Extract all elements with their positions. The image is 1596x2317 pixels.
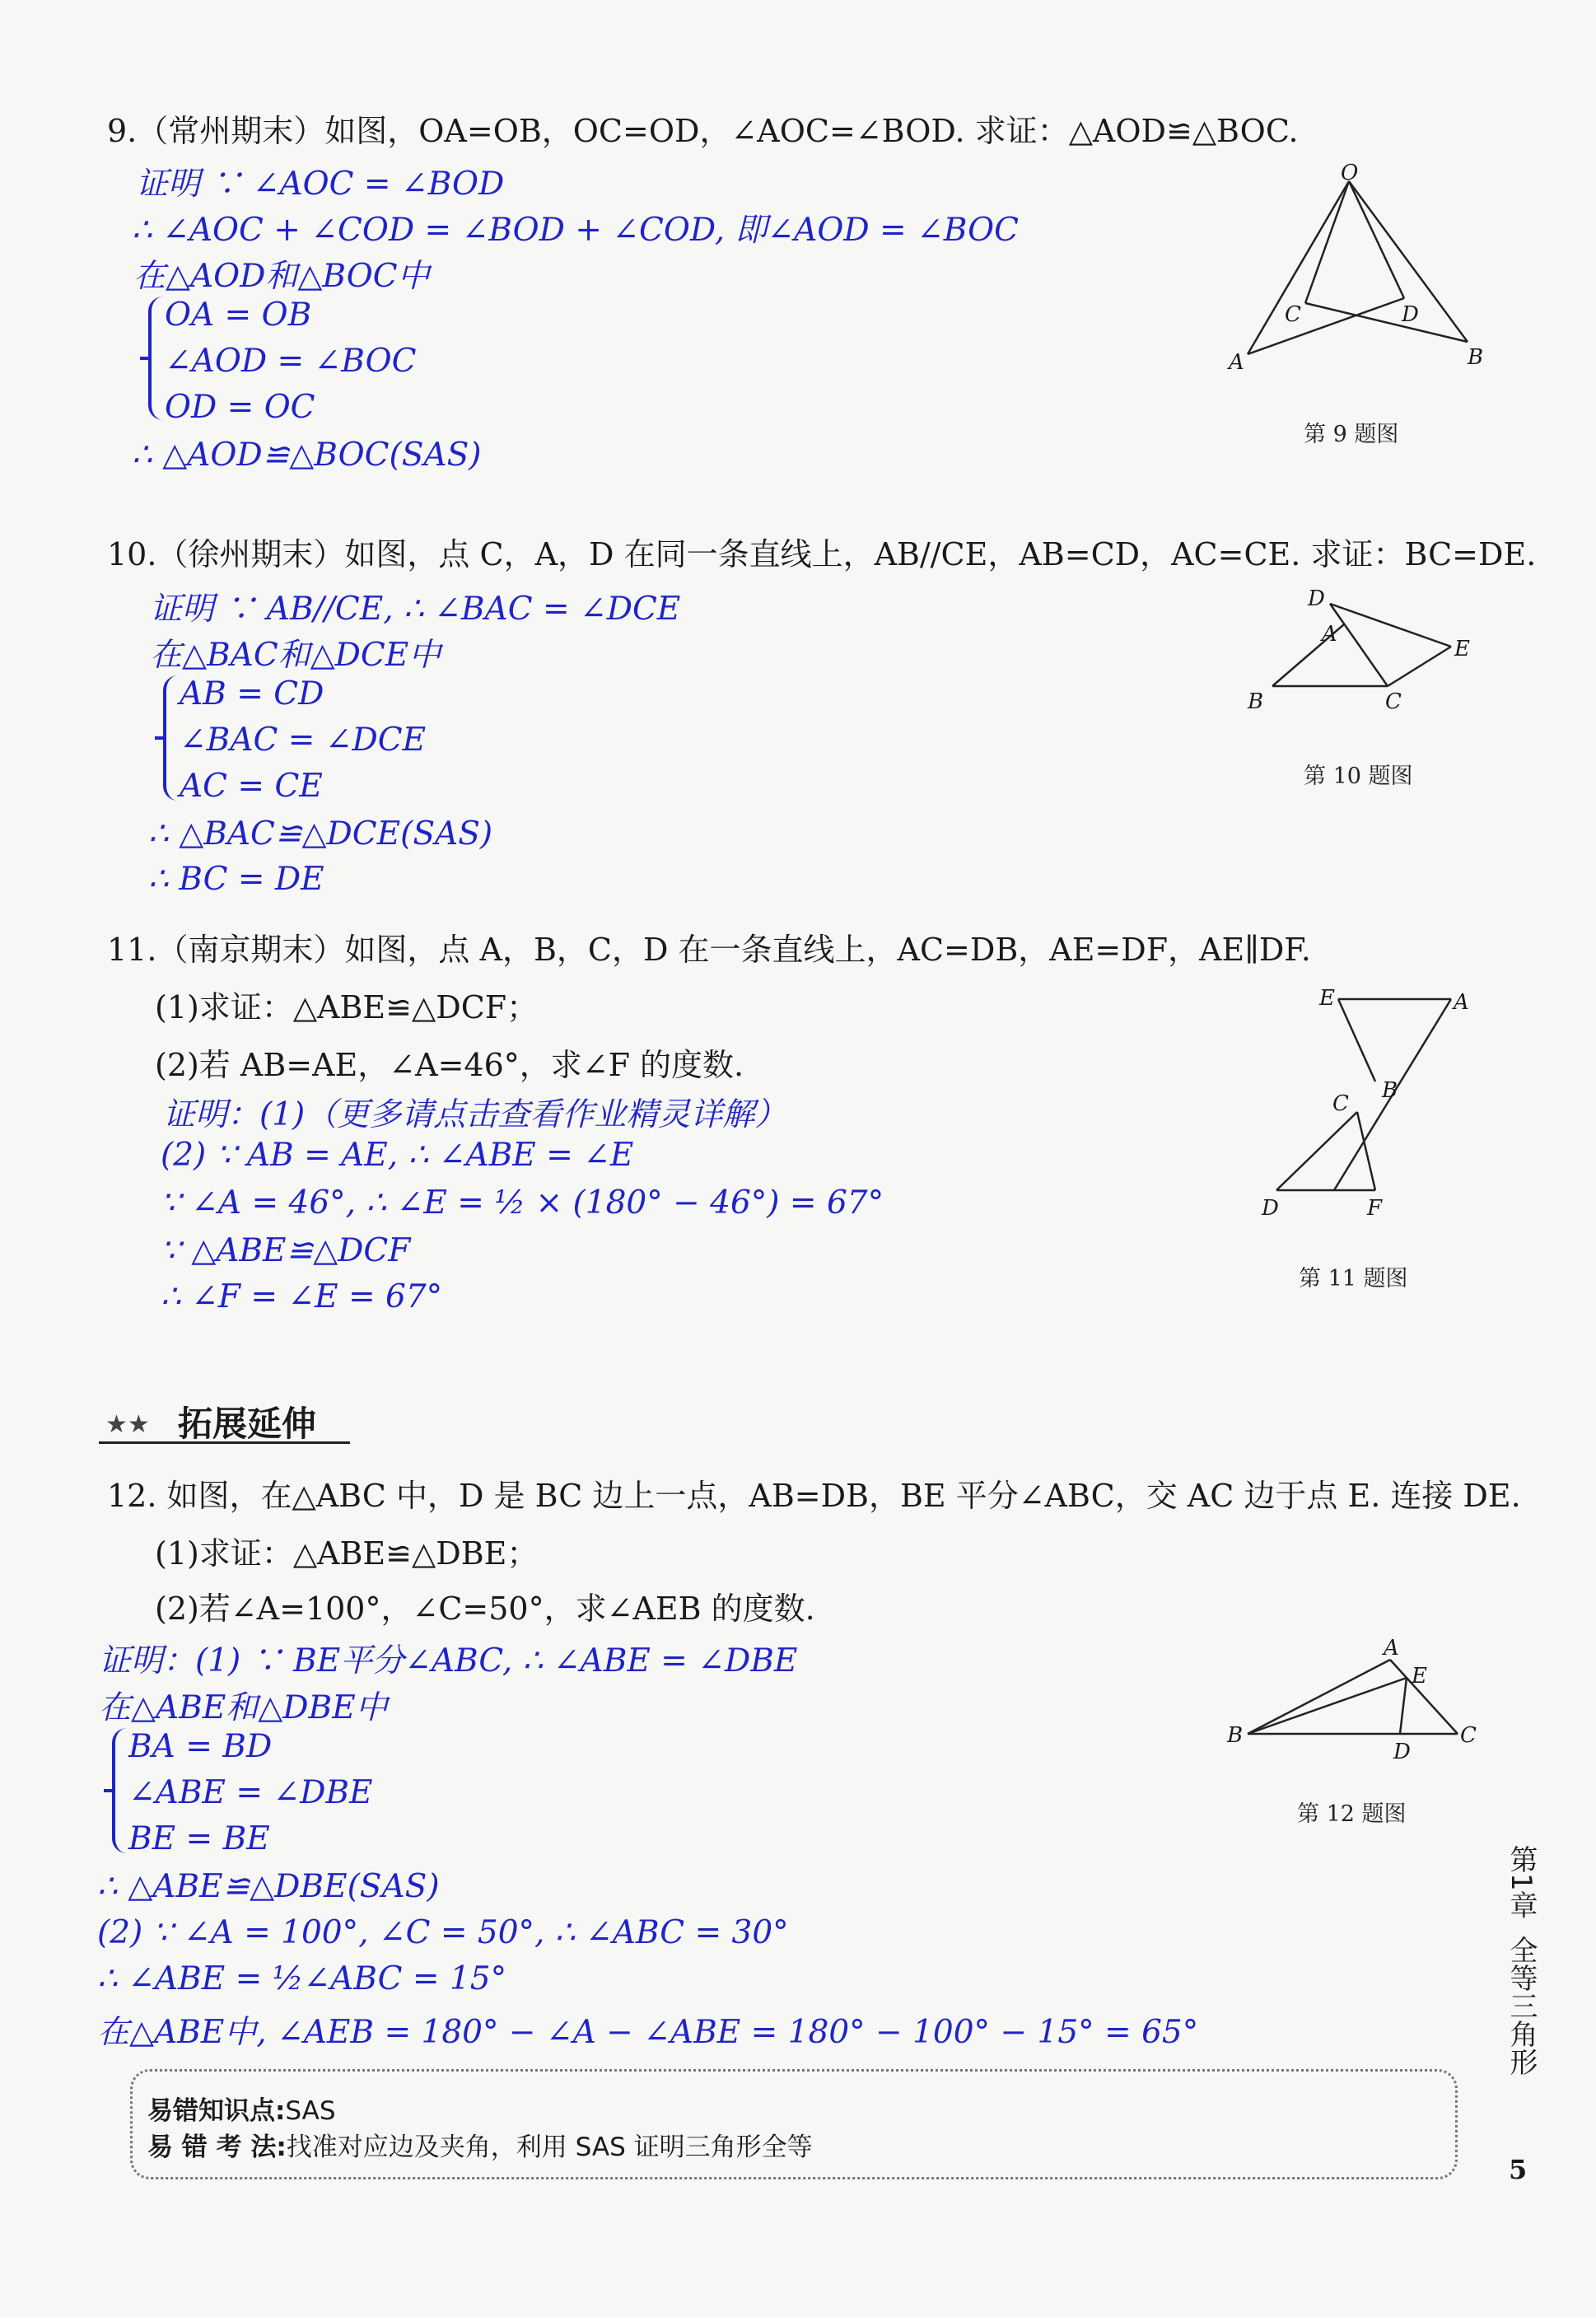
q10-label-E: E [1454,637,1470,661]
star-icon: ★★ [105,1410,150,1439]
q10-answer-line-1: 证明 ∵ AB//CE, ∴ ∠BAC = ∠DCE [150,591,681,628]
q9-figure [1219,156,1491,379]
q11-sub2: (2)若 AB=AE，∠A=46°，求∠F 的度数. [155,1047,744,1083]
q10-answer-line-2: 在△BAC和△DCE中 [150,637,441,674]
q12-answer-line-7: (2) ∵ ∠A = 100°, ∠C = 50°, ∴ ∠ABC = 30° [97,1914,789,1951]
q12-answer-line-2: 在△ABE和△DBE中 [99,1689,388,1726]
q11-label-C: C [1332,1091,1349,1116]
q12-label-C: C [1460,1723,1477,1748]
q10-answer-line-3: AB = CD [180,675,324,712]
q12-answer-line-9: 在△ABE中, ∠AEB = 180° − ∠A − ∠ABE = 180° − 100° − 15° = 65° [97,2014,1199,2051]
q10-answer-line-6: ∴ △BAC≌△DCE(SAS) [148,815,493,853]
tip-key-1: 易错知识点: [147,2096,286,2126]
q12-answer-line-8: ∴ ∠ABE = ½∠ABC = 15° [97,1960,507,1997]
q9-answer-line-3: 在△AOD和△BOC中 [133,258,430,295]
q10-stem: 10.（徐州期末）如图，点 C，A，D 在同一条直线上，AB//CE，AB=CD，AC=CE. 求证：BC=DE. [107,536,1537,572]
chapter-number: 第1章 [1505,1845,1538,1919]
q12-figure [1219,1635,1491,1767]
q9-caption: 第 9 题图 [1304,422,1399,447]
q11-label-B: B [1382,1078,1398,1103]
q12-answer-line-3: BA = BD [128,1728,273,1765]
q12-brace [112,1728,127,1853]
q9-label-B: B [1468,345,1484,370]
q11-caption: 第 11 题图 [1299,1266,1408,1292]
q12-label-B: B [1227,1723,1244,1748]
q9-label-D: D [1402,302,1419,327]
chapter-side-label [1500,1845,1542,2076]
q12-sub2: (2)若∠A=100°，∠C=50°，求∠AEB 的度数. [155,1591,815,1627]
section-header [99,1394,350,1444]
q9-answer-line-5: ∠AOD = ∠BOC [165,343,417,380]
q10-label-B: B [1248,689,1264,714]
q9-label-A: A [1229,350,1244,375]
q9-brace [148,297,163,420]
section-title: 拓展延伸 [178,1404,317,1444]
q12-answer-line-6: ∴ △ABE≌△DBE(SAS) [97,1868,440,1905]
q9-answer-line-1: 证明 ∵ ∠AOC = ∠BOD [136,166,505,203]
tip-value-2: 找准对应边及夹角，利用 SAS 证明三角形全等 [286,2132,813,2162]
q10-label-A: A [1322,622,1337,647]
q10-label-D: D [1308,586,1325,611]
q11-answer-line-3: ∵ ∠A = 46°, ∴ ∠E = ½ × (180° − 46°) = 67° [161,1184,884,1222]
q10-answer-line-5: AC = CE [180,768,323,805]
tip-key-2: 易 错 考 法: [147,2132,287,2162]
q9-label-O: O [1341,161,1359,185]
page-number: 5 [1509,2154,1528,2185]
q9-answer-line-4: OA = OB [165,297,312,334]
q9-stem: 9.（常州期末）如图，OA=OB，OC=OD，∠AOC=∠BOD. 求证：△AOD≌△BOC. [107,113,1299,149]
q9-label-C: C [1285,302,1301,327]
q9-answer-line-2: ∴ ∠AOC + ∠COD = ∠BOD + ∠COD, 即∠AOD = ∠BOC [132,212,1019,249]
q12-caption: 第 12 题图 [1297,1801,1407,1827]
q9-answer-line-7: ∴ △AOD≌△BOC(SAS) [132,437,482,474]
q12-answer-line-5: BE = BE [128,1820,270,1857]
q11-answer-line-4: ∵ △ABE≌△DCF [161,1232,411,1269]
chapter-title: 全等三角形 [1505,1935,1538,2076]
q12-sub1: (1)求证：△ABE≌△DBE； [155,1535,539,1572]
tip-box [130,2069,1458,2179]
q11-label-E: E [1319,986,1335,1011]
q9-answer-line-6: OD = OC [165,389,315,426]
q12-stem: 12. 如图，在△ABC 中，D 是 BC 边上一点，AB=DB，BE 平分∠ABC，交 AC 边于点 E. 连接 DE. [107,1478,1521,1514]
q12-answer-line-4: ∠ABE = ∠DBE [128,1774,373,1811]
q11-figure [1244,976,1482,1223]
q10-brace [163,675,178,801]
q11-label-F: F [1367,1196,1383,1221]
q11-label-D: D [1262,1196,1279,1221]
q11-label-A: A [1454,990,1469,1015]
q10-label-C: C [1385,689,1402,714]
q10-caption: 第 10 题图 [1304,764,1413,789]
q10-answer-line-7: ∴ BC = DE [148,861,324,898]
q12-answer-line-1: 证明：(1) ∵ BE平分∠ABC, ∴ ∠ABE = ∠DBE [99,1642,798,1679]
tip-value-1: SAS [285,2096,336,2126]
q11-answer-line-1: 证明：(1)（更多请点击查看作业精灵详解） [163,1096,787,1133]
q10-figure [1235,577,1491,725]
q11-answer-line-2: (2) ∵ AB = AE, ∴ ∠ABE = ∠E [161,1137,634,1174]
q10-answer-line-4: ∠BAC = ∠DCE [180,722,427,759]
tip-line-1 [147,2090,336,2127]
q12-label-D: D [1393,1740,1411,1764]
q11-answer-line-5: ∴ ∠F = ∠E = 67° [161,1278,443,1315]
q11-stem: 11.（南京期末）如图，点 A，B，C，D 在一条直线上，AC=DB，AE=DF，AE∥DF. [107,932,1311,968]
q11-sub1: (1)求证：△ABE≌△DCF； [155,989,539,1025]
q12-label-E: E [1412,1664,1427,1689]
q12-label-A: A [1384,1636,1399,1661]
tip-line-2 [147,2126,813,2163]
